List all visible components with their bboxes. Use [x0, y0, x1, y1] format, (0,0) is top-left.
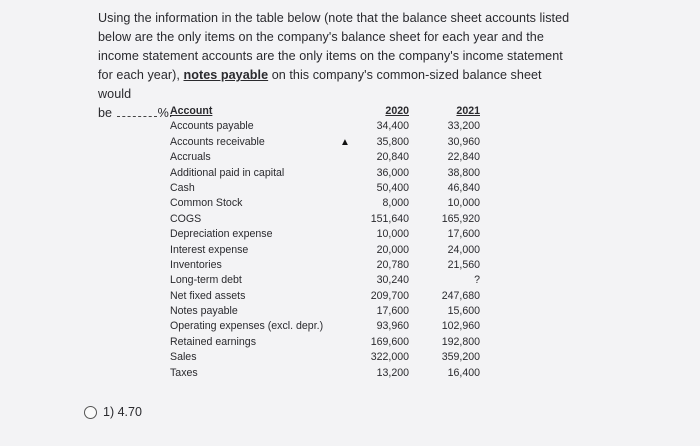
table-row [170, 366, 480, 381]
question-line-4-pre: for each year), [98, 68, 184, 82]
value-2020: 35,800 [376, 135, 409, 148]
header-2020: 2020 [385, 105, 409, 117]
value-2021: 30,960 [447, 135, 480, 148]
table-row [170, 212, 480, 227]
value-2020: 10,000 [376, 228, 409, 241]
account-name: Interest expense [170, 243, 249, 256]
table-row [170, 227, 480, 242]
account-name: Long-term debt [170, 274, 242, 287]
table-row [170, 150, 480, 165]
value-2021: 21,560 [447, 258, 480, 271]
value-2020: 17,600 [376, 305, 409, 318]
value-2021: 38,800 [447, 166, 480, 179]
table-header-row [170, 104, 480, 119]
question-line-1: Using the information in the table below (note that the balance sheet accounts listed [98, 11, 570, 25]
question-line-4 [98, 66, 578, 104]
table-row [170, 273, 480, 288]
account-name: Common Stock [170, 197, 243, 210]
table-row [170, 119, 480, 134]
value-2021: 247,680 [441, 289, 480, 302]
account-name: Accounts payable [170, 120, 254, 133]
question-line-2: below are the only items on the company's balance sheet for each year and the [98, 30, 544, 44]
value-2021: 22,840 [447, 151, 480, 164]
account-name: Operating expenses (excl. depr.) [170, 320, 324, 333]
value-2020: 20,780 [376, 258, 409, 271]
table-row [170, 289, 480, 304]
value-2020: 34,400 [376, 120, 409, 133]
table-row [170, 135, 480, 150]
account-name: Cash [170, 181, 195, 194]
account-name: Accruals [170, 151, 211, 164]
value-2021: 15,600 [447, 305, 480, 318]
value-2021: 17,600 [447, 228, 480, 241]
value-2021: 24,000 [447, 243, 480, 256]
value-2021: 192,800 [441, 335, 480, 348]
table-row [170, 258, 480, 273]
value-2021: 165,920 [441, 212, 480, 225]
answer-option-label: 1) 4.70 [103, 405, 142, 419]
value-2020: 209,700 [370, 289, 409, 302]
table-row [170, 166, 480, 181]
question-line-5-pre: be [98, 106, 113, 120]
account-name: Taxes [170, 366, 198, 379]
value-2020: 8,000 [382, 197, 409, 210]
account-name: Inventories [170, 258, 222, 271]
account-name: Depreciation expense [170, 228, 273, 241]
account-name: Net fixed assets [170, 289, 246, 302]
value-2020: 169,600 [370, 335, 409, 348]
value-2021: 16,400 [447, 366, 480, 379]
value-2021: 46,840 [447, 181, 480, 194]
account-name: Accounts receivable [170, 135, 265, 148]
value-2020: 151,640 [370, 212, 409, 225]
table-row [170, 196, 480, 211]
table-row [170, 181, 480, 196]
value-2021: 33,200 [447, 120, 480, 133]
value-2020: 322,000 [370, 351, 409, 364]
notes-payable-emphasis: notes payable [183, 68, 269, 82]
question-line-3: income statement accounts are the only items on the company's income statement [98, 49, 563, 63]
radio-button[interactable] [84, 406, 97, 419]
answer-blank [117, 106, 157, 117]
table-row [170, 319, 480, 334]
value-2021: 10,000 [447, 197, 480, 210]
mouse-cursor-icon: ▲ [340, 137, 350, 148]
question-line-5-post: %. [157, 106, 173, 120]
answer-option-1[interactable] [84, 405, 142, 419]
table-row [170, 335, 480, 350]
account-name: Sales [170, 351, 197, 364]
table-body [170, 119, 480, 381]
account-name: Retained earnings [170, 335, 256, 348]
value-2020: 36,000 [376, 166, 409, 179]
value-2020: 93,960 [376, 320, 409, 333]
account-name: Notes payable [170, 305, 238, 318]
value-2021: ? [474, 274, 480, 287]
value-2020: 20,000 [376, 243, 409, 256]
question-line-4-post: on this company's common-sized balance sheet would [98, 68, 542, 101]
value-2021: 359,200 [441, 351, 480, 364]
value-2020: 50,400 [376, 181, 409, 194]
header-2021: 2021 [456, 105, 480, 117]
value-2020: 13,200 [376, 366, 409, 379]
value-2020: 20,840 [376, 151, 409, 164]
table-row [170, 304, 480, 319]
table-row [170, 243, 480, 258]
account-name: Additional paid in capital [170, 166, 285, 179]
account-name: COGS [170, 212, 202, 225]
header-account: Account [170, 105, 213, 117]
value-2020: 30,240 [376, 274, 409, 287]
table-row [170, 350, 480, 365]
value-2021: 102,960 [441, 320, 480, 333]
financial-table [170, 104, 480, 381]
